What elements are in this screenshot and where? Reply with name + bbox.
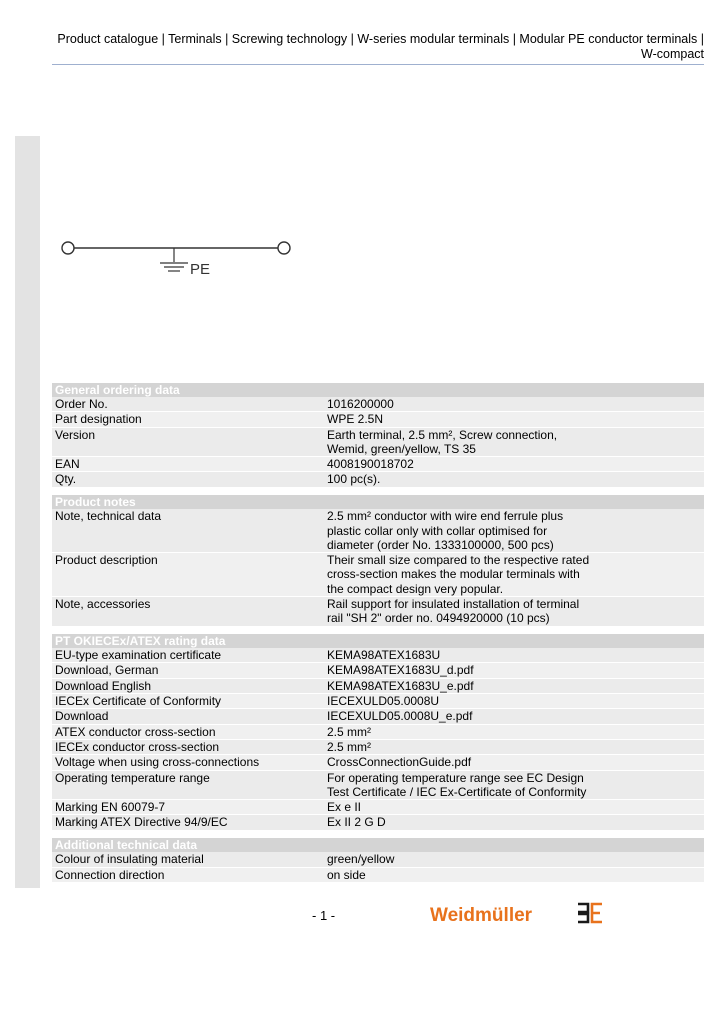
table-row <box>52 553 704 597</box>
table-row <box>52 800 704 815</box>
row-value: CrossConnectionGuide.pdf <box>327 755 472 770</box>
row-label: Part designation <box>55 412 142 427</box>
row-value: Rail support for insulated installation of terminal rail "SH 2" order no. 0494920000 (10 pcs) <box>327 597 580 626</box>
table-row <box>52 755 704 770</box>
brand-logo <box>430 899 605 934</box>
section-title: General ordering data <box>52 383 704 397</box>
row-value: Ex II 2 G D <box>327 815 386 830</box>
brand-symbol-icon <box>578 904 602 922</box>
row-label: Download <box>55 709 109 724</box>
row-value: IECEXULD05.0008U_e.pdf <box>327 709 473 724</box>
table-row <box>52 648 704 663</box>
row-value: WPE 2.5N <box>327 412 384 427</box>
row-label: Marking EN 60079-7 <box>55 800 166 815</box>
table-row <box>52 472 704 487</box>
row-value: Their small size compared to the respective rated cross-section makes the modular terminals with the compact design very popular. <box>327 553 590 596</box>
terminal-left-icon <box>62 242 74 254</box>
row-value: on side <box>327 867 366 882</box>
row-value: 2.5 mm² conductor with wire end ferrule plus plastic collar only with collar optimised for diameter (order No. 1333100000, 500 pcs) <box>327 509 564 552</box>
table-row <box>52 412 704 427</box>
header-divider <box>52 64 704 65</box>
table-row <box>52 771 704 801</box>
row-label: EAN <box>55 457 80 472</box>
table-row <box>52 509 704 553</box>
section-title: Additional technical data <box>52 838 704 852</box>
row-label: Voltage when using cross-connections <box>55 755 260 770</box>
section-1 <box>52 495 704 626</box>
section-title: Product notes <box>52 495 704 509</box>
row-label: IECEx conductor cross-section <box>55 739 220 754</box>
row-label: Marking ATEX Directive 94/9/EC <box>55 815 228 830</box>
row-value: For operating temperature range see EC Design Test Certificate / IEC Ex-Certificate of Conformity <box>327 770 587 799</box>
table-row <box>52 397 704 412</box>
table-row <box>52 679 704 694</box>
row-label: Note, technical data <box>55 509 162 524</box>
row-label: EU-type examination certificate <box>55 648 222 663</box>
table-row <box>52 597 704 627</box>
row-value: 2.5 mm² <box>327 724 372 739</box>
row-label: Download, German <box>55 663 159 678</box>
row-label: Download English <box>55 678 152 693</box>
row-label: Connection direction <box>55 867 165 882</box>
table-row <box>52 852 704 867</box>
section-title: PT OKIECEx/ATEX rating data <box>52 634 704 648</box>
row-value: KEMA98ATEX1683U <box>327 648 441 663</box>
row-label: Operating temperature range <box>55 770 210 785</box>
section-0 <box>52 383 704 488</box>
table-row <box>52 725 704 740</box>
pe-terminal-schematic <box>56 232 296 284</box>
table-row <box>52 694 704 709</box>
sidebar-bar <box>15 136 40 888</box>
row-label: Product description <box>55 553 158 568</box>
row-value: green/yellow <box>327 852 395 867</box>
table-row <box>52 740 704 755</box>
table-row <box>52 457 704 472</box>
row-value: KEMA98ATEX1683U_e.pdf <box>327 678 474 693</box>
row-label: Colour of insulating material <box>55 852 204 867</box>
row-label: Version <box>55 427 96 442</box>
data-tables <box>52 383 704 890</box>
section-3 <box>52 838 704 883</box>
row-label: ATEX conductor cross-section <box>55 724 216 739</box>
brand-name: Weidmüller <box>430 905 533 926</box>
breadcrumb: Product catalogue | Terminals | Screwing technology | W-series modular terminals | Modular PE conductor terminals | W-compact <box>57 32 704 61</box>
row-value: 100 pc(s). <box>327 472 381 487</box>
table-row <box>52 868 704 883</box>
row-value: 2.5 mm² <box>327 739 372 754</box>
section-2 <box>52 634 704 831</box>
row-value: Earth terminal, 2.5 mm², Screw connection, Wemid, green/yellow, TS 35 <box>327 427 558 456</box>
pe-label: PE <box>190 261 211 278</box>
table-row <box>52 709 704 724</box>
row-label: IECEx Certificate of Conformity <box>55 694 222 709</box>
page-number: - 1 - <box>312 908 336 923</box>
table-row <box>52 815 704 830</box>
terminal-right-icon <box>278 242 290 254</box>
row-value: 1016200000 <box>327 397 394 411</box>
row-value: 4008190018702 <box>327 457 414 472</box>
table-row <box>52 663 704 678</box>
row-value: Ex e II <box>327 800 362 815</box>
row-label: Note, accessories <box>55 597 151 612</box>
ground-symbol-icon <box>160 248 188 271</box>
row-label: Qty. <box>55 472 77 487</box>
table-row <box>52 428 704 458</box>
row-label: Order No. <box>55 397 108 411</box>
row-value: KEMA98ATEX1683U_d.pdf <box>327 663 474 678</box>
row-value: IECEXULD05.0008U <box>327 694 440 709</box>
